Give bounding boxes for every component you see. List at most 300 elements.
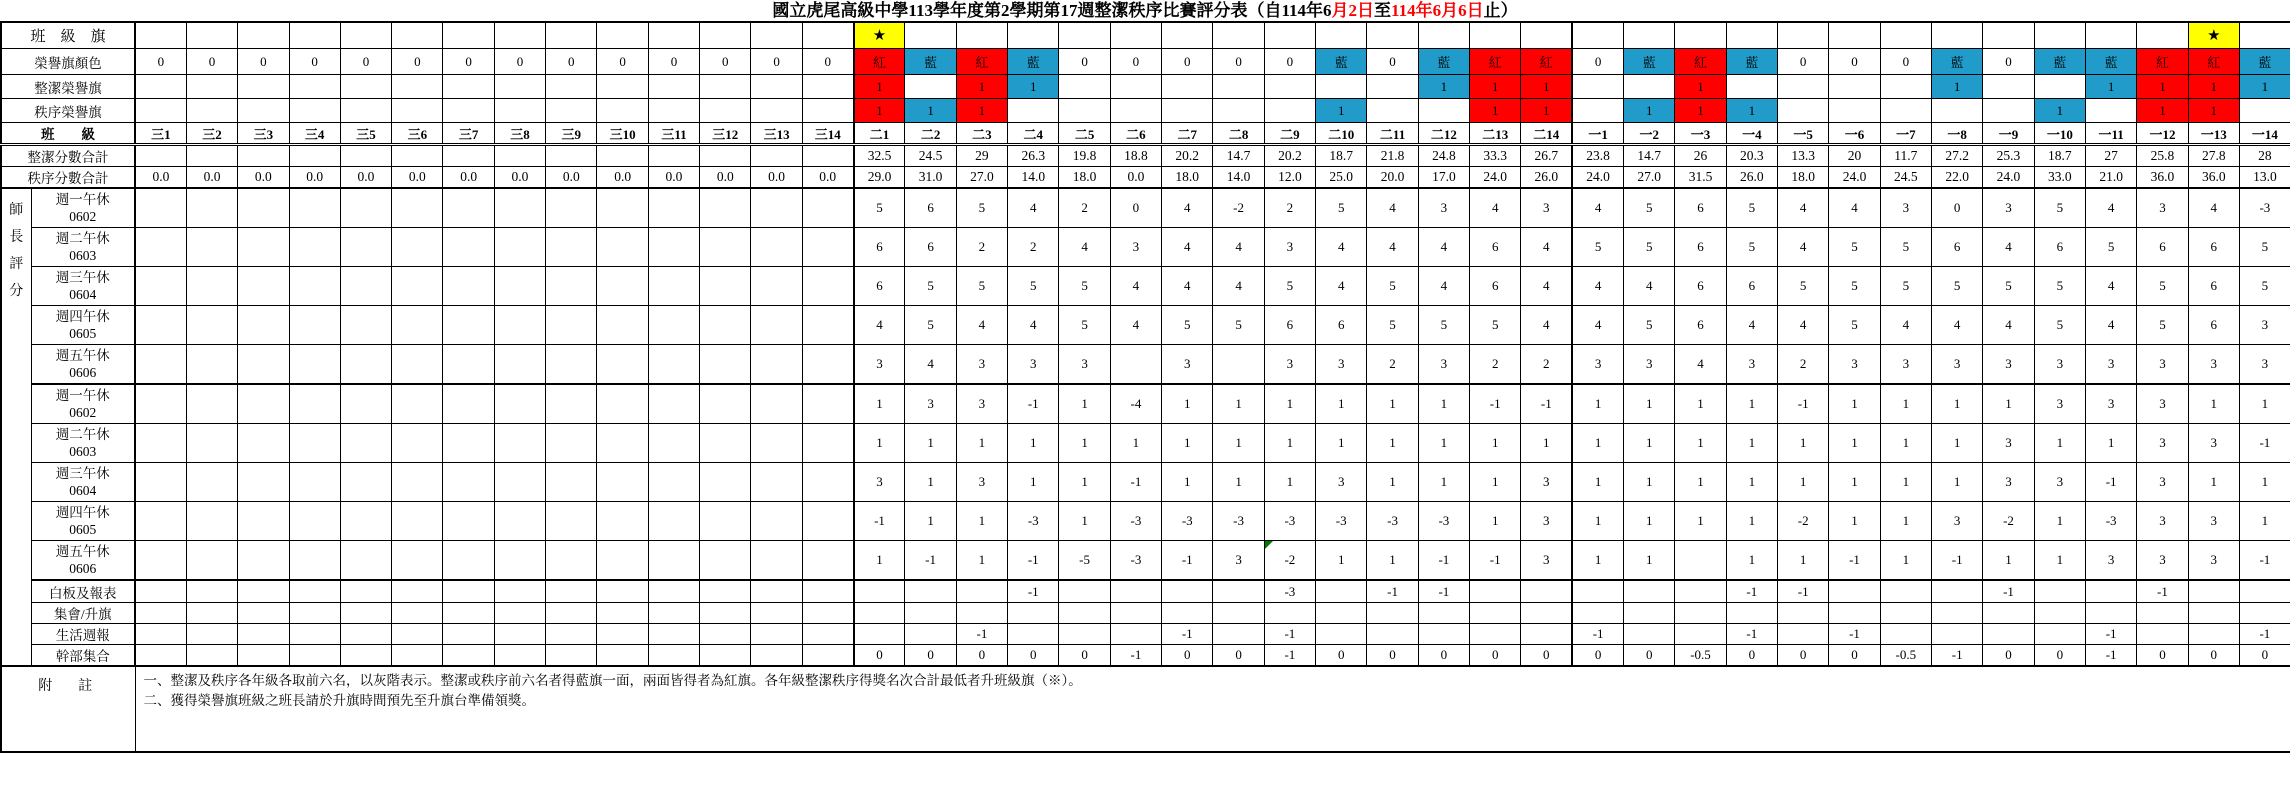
grid-cell: 26.0 <box>1521 167 1572 189</box>
score-cell: 1 <box>905 502 956 541</box>
score-cell: -1 <box>1008 541 1059 581</box>
score-cell <box>648 603 699 624</box>
score-cell: 1 <box>1726 541 1777 581</box>
title-date-red-2: 114年6月6日 <box>1391 1 1484 20</box>
score-cell: 4 <box>1521 306 1572 345</box>
score-cell <box>135 463 186 502</box>
grid-cell <box>340 99 391 123</box>
class-header-cell: 三11 <box>648 123 699 145</box>
grid-cell: 紅 <box>2188 49 2239 75</box>
score-cell: 5 <box>1726 188 1777 228</box>
score-cell: 0 <box>1470 645 1521 667</box>
score-cell: 1 <box>1572 424 1623 463</box>
grid-cell: 0 <box>751 49 802 75</box>
class-header-cell: 二6 <box>1110 123 1161 145</box>
score-cell: 6 <box>1675 228 1726 267</box>
grid-cell: 20.2 <box>1162 145 1213 167</box>
score-cell: 5 <box>905 306 956 345</box>
score-cell <box>648 345 699 385</box>
score-cell <box>597 463 648 502</box>
class-header-cell: 三1 <box>135 123 186 145</box>
score-cell: 1 <box>1213 424 1264 463</box>
grid-cell <box>238 99 289 123</box>
score-cell: -2 <box>1778 502 1829 541</box>
score-cell: 5 <box>1932 267 1983 306</box>
score-cell: -3 <box>1418 502 1469 541</box>
grid-cell <box>905 75 956 99</box>
score-cell <box>1932 624 1983 645</box>
class-header-cell: 三2 <box>186 123 237 145</box>
score-cell <box>1059 580 1110 603</box>
score-cell: 1 <box>2188 384 2239 424</box>
score-cell <box>648 228 699 267</box>
grid-cell: 31.0 <box>905 167 956 189</box>
score-cell: 0 <box>2188 645 2239 667</box>
grid-cell: 20.3 <box>1726 145 1777 167</box>
score-cell <box>802 624 853 645</box>
score-cell: -1 <box>1110 645 1161 667</box>
grid-cell: 藍 <box>1726 49 1777 75</box>
score-cell <box>238 645 289 667</box>
score-cell: 3 <box>2137 384 2188 424</box>
score-cell <box>1675 603 1726 624</box>
eval-row <box>1 306 2290 345</box>
score-cell: 1 <box>2085 424 2136 463</box>
score-cell <box>1983 603 2034 624</box>
score-cell <box>751 384 802 424</box>
score-cell: 0 <box>1162 645 1213 667</box>
grid-cell: 27.0 <box>1624 167 1675 189</box>
grid-cell: 藍 <box>1624 49 1675 75</box>
grid-cell <box>1624 22 1675 49</box>
score-cell: 0 <box>1624 645 1675 667</box>
grid-cell: 27.8 <box>2188 145 2239 167</box>
grid-cell <box>340 22 391 49</box>
score-cell: -3 <box>1367 502 1418 541</box>
score-cell: 0 <box>905 645 956 667</box>
grid-cell <box>1008 99 1059 123</box>
grid-cell <box>956 22 1007 49</box>
grid-cell: 1 <box>1316 99 1367 123</box>
score-cell <box>956 603 1007 624</box>
grid-cell <box>700 22 751 49</box>
grid-cell: 1 <box>2034 99 2085 123</box>
score-cell: 1 <box>1932 424 1983 463</box>
score-cell: 4 <box>1521 267 1572 306</box>
score-cell <box>802 580 853 603</box>
score-cell <box>1521 603 1572 624</box>
score-cell: 3 <box>2239 306 2290 345</box>
class-header-cell: 一13 <box>2188 123 2239 145</box>
grid-cell <box>392 22 443 49</box>
score-cell <box>340 384 391 424</box>
score-cell <box>802 188 853 228</box>
grid-cell: 21.0 <box>2085 167 2136 189</box>
grid-cell: 0 <box>1213 49 1264 75</box>
score-cell <box>238 188 289 228</box>
grid-cell: 0.0 <box>700 167 751 189</box>
score-cell <box>340 580 391 603</box>
score-cell <box>289 463 340 502</box>
grid-cell: 29 <box>956 145 1007 167</box>
score-cell <box>2085 603 2136 624</box>
score-cell <box>597 603 648 624</box>
grid-cell <box>546 99 597 123</box>
score-cell: -3 <box>1162 502 1213 541</box>
score-cell <box>340 603 391 624</box>
score-cell: 1 <box>1829 424 1880 463</box>
score-cell <box>238 580 289 603</box>
class-header-cell: 二5 <box>1059 123 1110 145</box>
score-cell: -1 <box>1264 645 1315 667</box>
grid-cell <box>546 145 597 167</box>
class-header-cell: 一3 <box>1675 123 1726 145</box>
score-cell: 1 <box>1624 463 1675 502</box>
grid-cell <box>1624 75 1675 99</box>
grid-cell <box>1470 22 1521 49</box>
score-cell: 4 <box>2085 306 2136 345</box>
grid-cell: 1 <box>1521 99 1572 123</box>
score-cell: 3 <box>905 384 956 424</box>
score-cell: 1 <box>1162 424 1213 463</box>
score-cell: -1 <box>1932 541 1983 581</box>
class-header-cell: 一11 <box>2085 123 2136 145</box>
grid-cell <box>1110 75 1161 99</box>
eval-row <box>1 267 2290 306</box>
score-cell: 4 <box>1521 228 1572 267</box>
grid-cell: 0 <box>1880 49 1931 75</box>
score-cell <box>238 306 289 345</box>
score-cell: 4 <box>1983 228 2034 267</box>
score-cell: 5 <box>956 188 1007 228</box>
score-cell: 1 <box>1675 424 1726 463</box>
score-cell: -3 <box>2239 188 2290 228</box>
score-cell <box>1675 541 1726 581</box>
score-cell: -1 <box>1162 541 1213 581</box>
score-cell: 5 <box>956 267 1007 306</box>
row-label: 整潔榮譽旗 <box>1 75 135 99</box>
score-cell: 6 <box>2188 228 2239 267</box>
score-cell: 5 <box>1213 306 1264 345</box>
score-cell <box>2034 603 2085 624</box>
class-header-cell: 三14 <box>802 123 853 145</box>
grid-cell: 25.0 <box>1316 167 1367 189</box>
class-header-cell: 二8 <box>1213 123 1264 145</box>
score-cell <box>1162 603 1213 624</box>
score-cell <box>135 624 186 645</box>
grid-cell: 19.8 <box>1059 145 1110 167</box>
score-cell <box>392 580 443 603</box>
grid-cell: 藍 <box>905 49 956 75</box>
score-cell <box>289 580 340 603</box>
grid-cell: 1 <box>2137 75 2188 99</box>
grid-cell: 20.0 <box>1367 167 1418 189</box>
grid-cell <box>135 75 186 99</box>
score-cell <box>1059 624 1110 645</box>
grid-cell <box>648 145 699 167</box>
grid-cell <box>648 22 699 49</box>
score-cell <box>700 541 751 581</box>
grid-cell <box>186 145 237 167</box>
score-cell: 5 <box>2034 267 2085 306</box>
score-cell: 4 <box>1418 267 1469 306</box>
score-cell: 5 <box>2239 228 2290 267</box>
class-header-cell: 一4 <box>1726 123 1777 145</box>
score-cell <box>443 384 494 424</box>
score-cell <box>751 603 802 624</box>
score-cell: 4 <box>1778 188 1829 228</box>
score-cell: 0 <box>2239 645 2290 667</box>
grid-cell: 0 <box>1572 49 1623 75</box>
score-cell: 0 <box>956 645 1007 667</box>
score-cell: -1 <box>2239 424 2290 463</box>
score-cell: 1 <box>1932 463 1983 502</box>
grid-cell: 紅 <box>1675 49 1726 75</box>
score-cell <box>546 424 597 463</box>
class-header-cell: 二3 <box>956 123 1007 145</box>
score-cell <box>1213 603 1264 624</box>
score-cell: 5 <box>2034 306 2085 345</box>
score-cell: 4 <box>1367 188 1418 228</box>
notes-row <box>1 666 2290 752</box>
row-label: 秩序榮譽旗 <box>1 99 135 123</box>
score-cell: 6 <box>1726 267 1777 306</box>
score-cell <box>1162 580 1213 603</box>
grid-cell <box>135 22 186 49</box>
score-cell: 1 <box>1675 463 1726 502</box>
teacher-eval-section-label: 師 長 評 分 <box>1 188 31 666</box>
grid-cell <box>238 22 289 49</box>
score-cell: 3 <box>2085 345 2136 385</box>
grid-cell: 13.0 <box>2239 167 2290 189</box>
score-cell <box>648 463 699 502</box>
class-header-cell: 三13 <box>751 123 802 145</box>
score-cell <box>494 267 545 306</box>
grid-cell: 0 <box>1264 49 1315 75</box>
score-cell: -1 <box>1008 580 1059 603</box>
grid-cell: 32.5 <box>854 145 905 167</box>
grid-cell <box>1572 99 1623 123</box>
grid-cell: 26 <box>1675 145 1726 167</box>
score-cell <box>597 424 648 463</box>
score-cell: -1 <box>1726 580 1777 603</box>
score-cell <box>1213 580 1264 603</box>
grid-cell: 0.0 <box>597 167 648 189</box>
class-header-cell: 三3 <box>238 123 289 145</box>
grid-cell <box>1726 75 1777 99</box>
score-cell <box>443 188 494 228</box>
grid-cell <box>648 75 699 99</box>
grid-cell: 0 <box>443 49 494 75</box>
score-cell <box>135 306 186 345</box>
score-cell <box>494 424 545 463</box>
score-cell <box>1213 624 1264 645</box>
score-cell: 1 <box>1675 502 1726 541</box>
score-cell <box>2137 624 2188 645</box>
score-cell: 0 <box>2034 645 2085 667</box>
class-header-cell: 二2 <box>905 123 956 145</box>
score-cell <box>392 306 443 345</box>
score-cell: 1 <box>1829 502 1880 541</box>
score-cell <box>135 645 186 667</box>
score-cell <box>238 424 289 463</box>
score-cell <box>1829 603 1880 624</box>
score-cell <box>700 580 751 603</box>
grid-cell <box>751 75 802 99</box>
grid-cell: 25.3 <box>1983 145 2034 167</box>
class-header-cell: 一9 <box>1983 123 2034 145</box>
score-cell <box>289 541 340 581</box>
score-cell: 5 <box>1829 228 1880 267</box>
score-cell: 3 <box>854 463 905 502</box>
score-cell: 3 <box>2137 463 2188 502</box>
grid-cell <box>1418 22 1469 49</box>
score-cell <box>238 228 289 267</box>
score-cell: 4 <box>1059 228 1110 267</box>
score-cell <box>2034 580 2085 603</box>
grid-cell: 27.0 <box>956 167 1007 189</box>
class-header-cell: 一8 <box>1932 123 1983 145</box>
score-cell <box>905 580 956 603</box>
score-cell: 5 <box>2137 267 2188 306</box>
score-cell <box>1316 580 1367 603</box>
score-cell: 4 <box>1572 306 1623 345</box>
grid-cell: 12.0 <box>1264 167 1315 189</box>
score-cell: 1 <box>1880 541 1931 581</box>
score-cell <box>751 424 802 463</box>
score-cell: 2 <box>1521 345 1572 385</box>
score-cell: 0 <box>1829 645 1880 667</box>
class-header-cell: 一2 <box>1624 123 1675 145</box>
grid-cell <box>1572 22 1623 49</box>
score-cell <box>135 502 186 541</box>
grid-cell <box>1059 22 1110 49</box>
grid-cell: 24.0 <box>1572 167 1623 189</box>
score-cell: 5 <box>1726 228 1777 267</box>
score-cell <box>597 645 648 667</box>
row-cleantotal <box>1 145 2290 167</box>
grid-cell <box>802 22 853 49</box>
score-cell: 5 <box>1059 306 1110 345</box>
grid-cell <box>392 99 443 123</box>
score-cell <box>494 306 545 345</box>
score-cell <box>905 603 956 624</box>
row-ordertotal <box>1 167 2290 189</box>
score-cell <box>802 306 853 345</box>
class-header-cell: 一7 <box>1880 123 1931 145</box>
score-cell <box>392 603 443 624</box>
grid-cell <box>1213 75 1264 99</box>
grid-cell: 0 <box>186 49 237 75</box>
score-cell <box>700 228 751 267</box>
score-cell <box>2239 603 2290 624</box>
score-cell: 3 <box>1264 228 1315 267</box>
score-cell <box>135 541 186 581</box>
score-cell: 1 <box>1008 463 1059 502</box>
grid-cell: 0.0 <box>648 167 699 189</box>
score-cell <box>443 502 494 541</box>
score-cell <box>2137 603 2188 624</box>
score-cell <box>802 463 853 502</box>
grid-cell: 0 <box>1059 49 1110 75</box>
grid-cell <box>1213 99 1264 123</box>
score-cell <box>186 580 237 603</box>
grid-cell: 1 <box>1418 75 1469 99</box>
score-cell: 3 <box>1829 345 1880 385</box>
score-cell: -1 <box>1726 624 1777 645</box>
score-cell: 5 <box>1316 188 1367 228</box>
score-cell: 0 <box>1316 645 1367 667</box>
note-line: 二、獲得榮譽旗班級之班長請於升旗時間預先至升旗台準備領獎。 <box>143 693 536 708</box>
score-cell: 3 <box>2188 345 2239 385</box>
row-cleanflag <box>1 75 2290 99</box>
score-cell: 3 <box>2034 463 2085 502</box>
score-cell <box>238 384 289 424</box>
grid-cell <box>494 145 545 167</box>
grid-cell <box>1829 75 1880 99</box>
grid-cell <box>751 22 802 49</box>
score-cell <box>1675 580 1726 603</box>
score-cell: -2 <box>1983 502 2034 541</box>
grid-cell <box>289 145 340 167</box>
grid-cell: 23.8 <box>1572 145 1623 167</box>
score-cell: 5 <box>1880 228 1931 267</box>
score-cell: 1 <box>1880 424 1931 463</box>
score-cell: 1 <box>1572 541 1623 581</box>
score-cell: -3 <box>1110 502 1161 541</box>
grid-cell: 1 <box>956 99 1007 123</box>
score-cell <box>1624 624 1675 645</box>
row-label: 秩序分數合計 <box>1 167 135 189</box>
grid-cell <box>802 99 853 123</box>
score-cell <box>1983 624 2034 645</box>
score-cell: 1 <box>1624 424 1675 463</box>
score-cell <box>546 345 597 385</box>
score-cell <box>289 502 340 541</box>
score-cell <box>648 645 699 667</box>
class-header-cell: 一14 <box>2239 123 2290 145</box>
score-cell: 5 <box>1778 267 1829 306</box>
score-cell: 0 <box>1110 188 1161 228</box>
score-cell <box>905 624 956 645</box>
score-cell <box>2188 624 2239 645</box>
score-cell: -1 <box>1983 580 2034 603</box>
score-cell: 4 <box>1624 267 1675 306</box>
class-header-cell: 三7 <box>443 123 494 145</box>
title-text-3: 止） <box>1483 1 1518 20</box>
grid-cell: 14.7 <box>1624 145 1675 167</box>
grid-cell <box>1264 75 1315 99</box>
score-cell <box>443 645 494 667</box>
score-cell: 1 <box>2188 463 2239 502</box>
grid-cell <box>1162 22 1213 49</box>
class-header-cell: 一12 <box>2137 123 2188 145</box>
score-cell: 5 <box>1367 306 1418 345</box>
class-header-cell: 三12 <box>700 123 751 145</box>
grid-cell <box>1008 22 1059 49</box>
score-cell: 0 <box>1932 188 1983 228</box>
score-cell: 4 <box>1829 188 1880 228</box>
score-cell <box>289 345 340 385</box>
score-cell <box>392 228 443 267</box>
grid-cell <box>392 145 443 167</box>
grid-cell: 1 <box>1470 75 1521 99</box>
grid-cell: 24.5 <box>905 145 956 167</box>
score-cell <box>443 267 494 306</box>
score-cell: -1 <box>1470 541 1521 581</box>
score-cell: 1 <box>2239 384 2290 424</box>
class-header-cell: 二10 <box>1316 123 1367 145</box>
